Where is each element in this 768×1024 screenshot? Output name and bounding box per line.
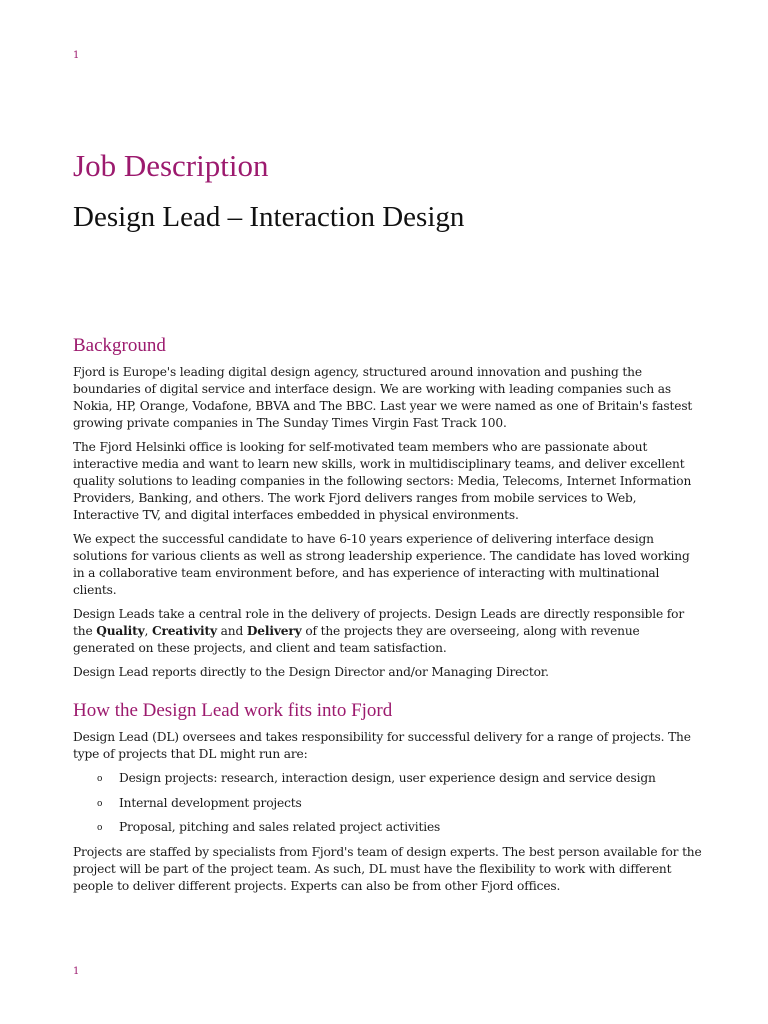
background-paragraph-1: Fjord is Europe's leading digital design agency, structured around innovation and pushing the boundaries of digital service and interface design. We are working with leading companies such as Nokia, HP, Orange, Vodafone, BBVA and The BBC. Last year we were named as one of Britain's fastest growing private companies in The Sunday Times Virgin Fast Track 100.: [73, 365, 693, 430]
list-item: [73, 819, 703, 836]
fit-paragraph-1: Design Lead (DL) oversees and takes responsibility for successful delivery for a range of projects. The type of projects that DL might run are:: [73, 730, 691, 761]
list-item: [73, 770, 703, 787]
paragraph-text: Design Leads take a central role in the delivery of projects. Design Leads are directly responsible for the: [73, 607, 684, 638]
background-paragraph-5: Design Lead reports directly to the Design Director and/or Managing Director.: [73, 665, 549, 679]
list-item-text: Proposal, pitching and sales related project activities: [119, 820, 441, 834]
project-types-list: [73, 770, 703, 836]
background-paragraph-3: We expect the successful candidate to have 6-10 years experience of delivering interface design solutions for various clients as well as strong leadership experience. The candidate has loved working in a collaborative team environment before, and has experience of interacting with multinational clients.: [73, 532, 690, 597]
circle-bullet-icon: o: [97, 774, 103, 784]
circle-bullet-icon: o: [97, 823, 103, 833]
fit-paragraph-2: Projects are staffed by specialists from Fjord's team of design experts. The best person available for the project will be part of the project team. As such, DL must have the flexibility to work with different people to deliver different projects. Experts can also be from other Fjord offices.: [73, 844, 702, 893]
paragraph-text: of the projects they are overseeing, along with revenue generated on these projects, and client and team satisfaction.: [73, 624, 640, 655]
page-number-top: 1: [73, 50, 80, 61]
fit-heading: How the Design Lead work fits into Fjord: [73, 700, 393, 721]
document-subtitle: Design Lead – Interaction Design: [73, 201, 465, 233]
background-paragraph-4: [73, 606, 703, 657]
list-item-text: Design projects: research, interaction design, user experience design and service design: [119, 771, 656, 785]
paragraph-text: and: [216, 624, 247, 638]
quality-emphasis: Quality: [96, 624, 145, 638]
list-item-text: Internal development projects: [119, 795, 302, 810]
delivery-emphasis: Delivery: [246, 624, 302, 638]
page-number-bottom: 1: [73, 966, 80, 977]
background-paragraph-2: The Fjord Helsinki office is looking for self-motivated team members who are passionate about interactive media and want to learn new skills, work in multidisciplinary teams, and deliver excellent quality solutions to leading companies in the following sectors: Media, Telecoms, Internet Information Providers, Banking, and others. The work Fjord delivers ranges from mobile services to Web, Interactive TV, and digital interfaces embedded in physical environments.: [73, 440, 692, 522]
document-title: Job Description: [73, 148, 269, 183]
creativity-emphasis: Creativity: [151, 624, 217, 638]
circle-bullet-icon: o: [97, 798, 103, 809]
background-heading: Background: [73, 335, 166, 356]
list-item: [73, 795, 703, 812]
document-body: [73, 334, 703, 902]
paragraph-text: ,: [144, 624, 152, 638]
